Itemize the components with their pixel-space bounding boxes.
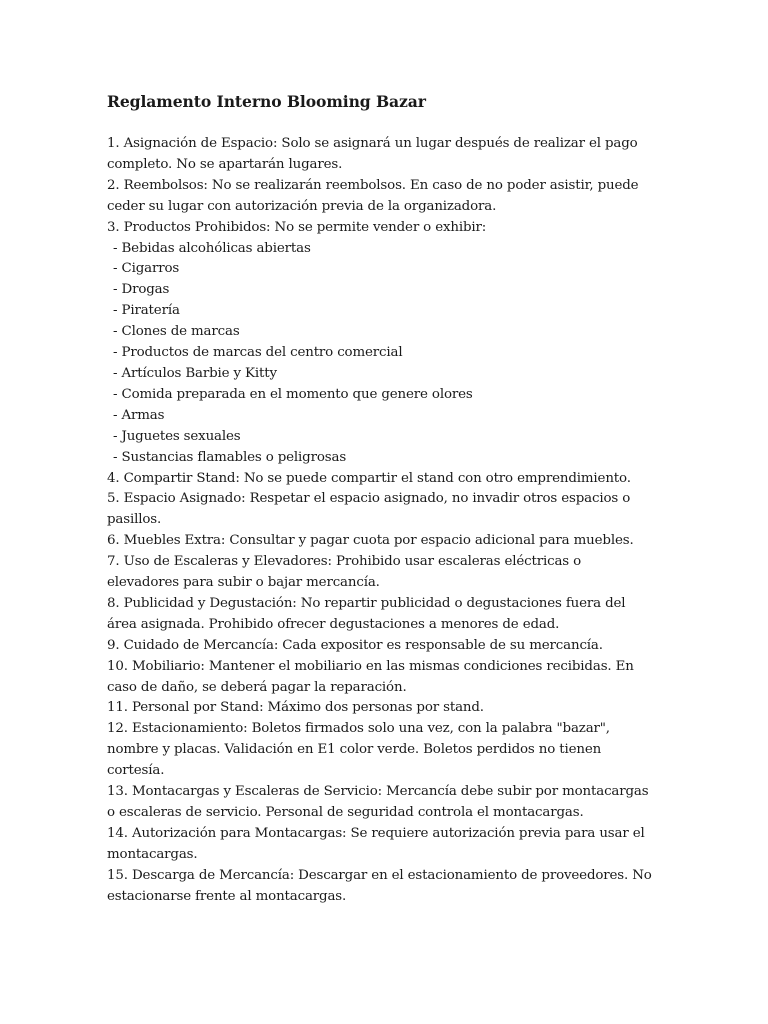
rule-text-line: 12. Estacionamiento: Boletos firmados solo una vez, con la palabra "bazar", <box>107 721 610 737</box>
prohibited-item-line: - Drogas <box>113 282 170 298</box>
rule-text-line: 9. Cuidado de Mercancía: Cada expositor es responsable de su mercancía. <box>107 637 603 653</box>
prohibited-item-line: - Comida preparada en el momento que genere olores <box>113 386 473 402</box>
rule-text-line: 1. Asignación de Espacio: Solo se asignará un lugar después de realizar el pago <box>107 136 638 151</box>
document-content <box>107 90 667 908</box>
prohibited-item-line: - Armas <box>113 407 165 423</box>
rule-text-line: 14. Autorización para Montacargas: Se requiere autorización previa para usar el <box>107 825 645 841</box>
prohibited-item-line: - Artículos Barbie y Kitty <box>113 365 277 381</box>
prohibited-item-line: - Clones de marcas <box>113 324 240 340</box>
rule-text-line: 3. Productos Prohibidos: No se permite vender o exhibir: <box>107 219 487 235</box>
rule-text-line: montacargas. <box>107 846 198 862</box>
rule-text-line: 4. Compartir Stand: No se puede compartir el stand con otro emprendimiento. <box>107 470 631 486</box>
rule-text-line: nombre y placas. Validación en E1 color verde. Boletos perdidos no tienen <box>107 742 602 758</box>
rule-text-line: 6. Muebles Extra: Consultar y pagar cuota por espacio adicional para muebles. <box>107 533 634 549</box>
prohibited-item-line: - Sustancias flamables o peligrosas <box>113 449 347 465</box>
rule-text-line: completo. No se apartarán lugares. <box>107 156 343 172</box>
prohibited-item-line: - Cigarros <box>113 261 180 277</box>
document-body <box>107 134 667 908</box>
document-title: Reglamento Interno Blooming Bazar <box>107 92 426 111</box>
prohibited-item-line: - Juguetes sexuales <box>113 428 241 444</box>
prohibited-item-line: - Piratería <box>113 303 180 319</box>
rule-text-line: 15. Descarga de Mercancía: Descargar en el estacionamiento de proveedores. No <box>107 867 652 883</box>
rule-text-line: elevadores para subir o bajar mercancía. <box>107 575 380 591</box>
rule-text-line: cortesía. <box>107 763 165 779</box>
rule-text-line: pasillos. <box>107 512 162 528</box>
rule-text-line: área asignada. Prohibido ofrecer degustaciones a menores de edad. <box>107 616 560 632</box>
rule-text-line: 10. Mobiliario: Mantener el mobiliario en las mismas condiciones recibidas. En <box>107 658 634 674</box>
rule-text-line: 2. Reembolsos: No se realizarán reembolsos. En caso de no poder asistir, puede <box>107 177 639 193</box>
rule-text-line: o escaleras de servicio. Personal de seguridad controla el montacargas. <box>107 805 584 820</box>
rule-text-line: caso de daño, se deberá pagar la reparación. <box>107 679 407 695</box>
prohibited-item-line: - Bebidas alcohólicas abiertas <box>113 240 311 256</box>
rule-text-line: ceder su lugar con autorización previa de la organizadora. <box>107 198 497 214</box>
rule-text-line: 8. Publicidad y Degustación: No repartir publicidad o degustaciones fuera del <box>107 595 626 611</box>
rule-text-line: 13. Montacargas y Escaleras de Servicio: Mercancía debe subir por montacargas <box>107 784 649 800</box>
rule-text-line: estacionarse frente al montacargas. <box>107 888 347 904</box>
rule-text-line: 5. Espacio Asignado: Respetar el espacio asignado, no invadir otros espacios o <box>107 491 631 507</box>
rule-text-line: 7. Uso de Escaleras y Elevadores: Prohibido usar escaleras eléctricas o <box>107 554 582 570</box>
prohibited-item-line: - Productos de marcas del centro comercial <box>113 345 403 361</box>
rule-text-line: 11. Personal por Stand: Máximo dos personas por stand. <box>107 700 484 716</box>
